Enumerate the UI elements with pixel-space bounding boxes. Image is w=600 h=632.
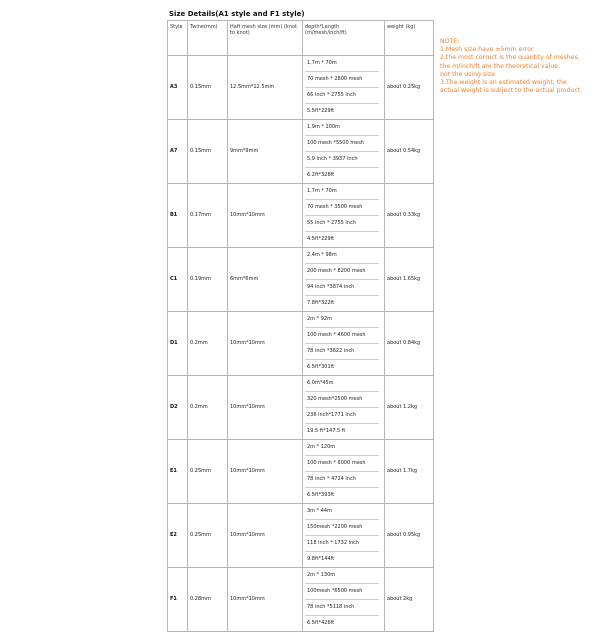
- half-mesh-cell: 10mm*10mm: [228, 184, 303, 248]
- depth-length-line: 100 mesh * 4600 mesh: [305, 328, 379, 344]
- weight-cell: about 1.65kg: [385, 248, 434, 312]
- depth-length-line: 70 mesh * 3500 mesh: [305, 200, 379, 216]
- table-row: [168, 248, 434, 312]
- note-line: the m/inch/ft are the theoretical value,: [440, 62, 560, 70]
- twine-cell: 0.25mm: [188, 504, 228, 568]
- header-style: Style: [168, 21, 188, 56]
- half-mesh-cell: 9mm*9mm: [228, 120, 303, 184]
- weight-cell: about 1.2kg: [385, 376, 434, 440]
- depth-length-line: 78 inch * 4724 inch: [305, 472, 379, 488]
- twine-cell: 0.15mm: [188, 56, 228, 120]
- depth-length-cell: [303, 56, 385, 120]
- twine-cell: 0.25mm: [188, 440, 228, 504]
- twine-cell: 0.15mm: [188, 120, 228, 184]
- weight-cell: about 0.95kg: [385, 504, 434, 568]
- depth-length-line: 2.4m * 98m: [305, 248, 379, 264]
- twine-cell: 0.19mm: [188, 248, 228, 312]
- header-weight: weight (kg): [385, 21, 434, 56]
- half-mesh-cell: 10mm*10mm: [228, 440, 303, 504]
- half-mesh-cell: 12.5mm*12.5mm: [228, 56, 303, 120]
- weight-cell: about 0.25kg: [385, 56, 434, 120]
- depth-length-line: 9.8ft*144ft: [307, 556, 335, 562]
- depth-length-line: 100 mesh * 6000 mesh: [305, 456, 379, 472]
- depth-length-line: 78 inch *5118 inch: [305, 600, 379, 616]
- half-mesh-cell: 6mm*6mm: [228, 248, 303, 312]
- weight-cell: about 0.84kg: [385, 312, 434, 376]
- depth-length-cell: [303, 440, 385, 504]
- half-mesh-cell: 10mm*10mm: [228, 312, 303, 376]
- depth-length-cell: [303, 184, 385, 248]
- depth-length-line: 3m * 44m: [305, 504, 379, 520]
- header-twine: Twine(mm): [188, 21, 228, 56]
- table-row: [168, 440, 434, 504]
- depth-length-line: 1.9m * 100m: [305, 120, 379, 136]
- weight-cell: about 0.33kg: [385, 184, 434, 248]
- depth-length-cell: [303, 248, 385, 312]
- depth-length-line: 70 mesh * 2800 mesh: [305, 72, 379, 88]
- depth-length-line: 78 inch *3622 inch: [305, 344, 379, 360]
- depth-length-line: 6.5ft*393ft: [307, 492, 335, 498]
- depth-length-line: 4.5ft*229ft: [307, 236, 335, 242]
- table-row: [168, 184, 434, 248]
- note-line: 2.the most correct is the quantity of meshes,: [440, 54, 580, 62]
- depth-length-cell: [303, 504, 385, 568]
- depth-length-line: 94 inch *3874 inch: [305, 280, 379, 296]
- half-mesh-cell: 10mm*10mm: [228, 376, 303, 440]
- depth-length-line: 320 mesh*2500 mesh: [305, 392, 379, 408]
- size-details-table: [167, 20, 434, 632]
- depth-length-line: 19.5 ft*147.5 ft: [307, 428, 346, 434]
- style-cell: A3: [168, 56, 188, 120]
- weight-cell: about 2kg: [385, 568, 434, 632]
- twine-cell: 0.17mm: [188, 184, 228, 248]
- table-row: [168, 312, 434, 376]
- page-title: Size Details(A1 style and F1 style): [169, 10, 305, 18]
- style-cell: D2: [168, 376, 188, 440]
- depth-length-line: 236 inch*1771 inch: [305, 408, 379, 424]
- style-cell: A7: [168, 120, 188, 184]
- twine-cell: 0.2mm: [188, 376, 228, 440]
- weight-cell: about 1.7kg: [385, 440, 434, 504]
- depth-length-line: 6.2ft*328ft: [307, 172, 335, 178]
- header-half-mesh: Haft mesh size (mm) (knot to knot): [228, 21, 303, 56]
- depth-length-line: 2m * 120m: [305, 440, 379, 456]
- depth-length-line: 100mesh *6500 mesh: [305, 584, 379, 600]
- table-row: [168, 376, 434, 440]
- depth-length-line: 55 inch * 2755 inch: [305, 216, 379, 232]
- half-mesh-cell: 10mm*10mm: [228, 568, 303, 632]
- depth-length-line: 6.0m*45m: [305, 376, 379, 392]
- depth-length-line: 1.7m * 70m: [305, 56, 379, 72]
- depth-length-line: 1.7m * 70m: [305, 184, 379, 200]
- note-line: actual weight is subject to the actual product: [440, 87, 581, 95]
- table-body: [168, 56, 434, 632]
- twine-cell: 0.2mm: [188, 312, 228, 376]
- style-cell: E2: [168, 504, 188, 568]
- depth-length-line: 118 inch * 1732 inch: [305, 536, 379, 552]
- note-line: NOTE:: [440, 38, 460, 45]
- depth-length-line: 6.5ft*301ft: [307, 364, 335, 370]
- depth-length-line: 150mesh *2200 mesh: [305, 520, 379, 536]
- style-cell: C1: [168, 248, 188, 312]
- style-cell: D1: [168, 312, 188, 376]
- table-row: [168, 120, 434, 184]
- style-cell: F1: [168, 568, 188, 632]
- table-row: [168, 56, 434, 120]
- twine-cell: 0.28mm: [188, 568, 228, 632]
- depth-length-cell: [303, 120, 385, 184]
- note-line: 1.Mesh size:have ±5mm error: [440, 46, 534, 54]
- note-line: not the using size: [440, 70, 495, 78]
- style-cell: E1: [168, 440, 188, 504]
- half-mesh-cell: 10mm*10mm: [228, 504, 303, 568]
- depth-length-cell: [303, 312, 385, 376]
- depth-length-line: 7.8ft*322ft: [307, 300, 335, 306]
- depth-length-line: 100 mesh *5500 mesh: [305, 136, 379, 152]
- depth-length-line: 2m * 130m: [305, 568, 379, 584]
- depth-length-line: 6.5ft*426ft: [307, 620, 335, 626]
- table-row: [168, 504, 434, 568]
- depth-length-cell: [303, 376, 385, 440]
- depth-length-line: 66 inch * 2755 inch: [305, 88, 379, 104]
- header-depth-length: depth*Length (m/mesh/inch/ft): [303, 21, 385, 56]
- depth-length-line: 200 mesh * 8200 mesh: [305, 264, 379, 280]
- note-box: [440, 38, 598, 95]
- style-cell: B1: [168, 184, 188, 248]
- depth-length-line: 5.9 inch * 3937 inch: [305, 152, 379, 168]
- note-line: 3.The weight is an estimated weight, the: [440, 78, 567, 86]
- table-header-row: [168, 21, 434, 56]
- weight-cell: about 0.54kg: [385, 120, 434, 184]
- depth-length-line: 2m * 92m: [305, 312, 379, 328]
- depth-length-line: 5.5ft*229ft: [307, 108, 335, 114]
